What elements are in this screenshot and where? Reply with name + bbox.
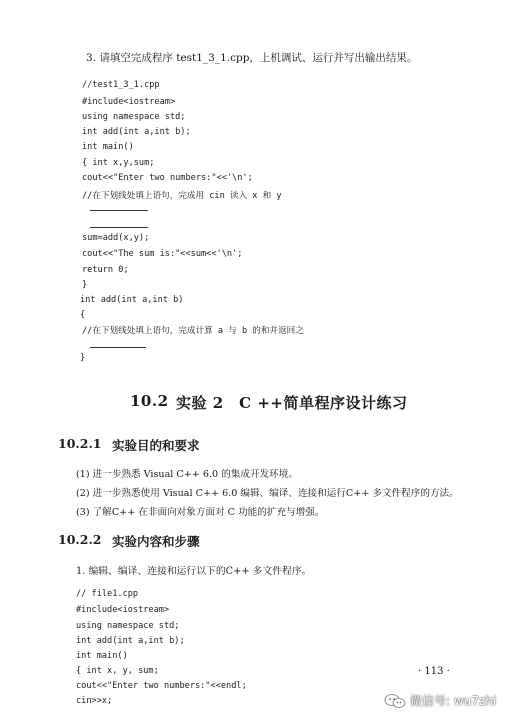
code-line: sum=add(x,y); [82, 233, 150, 243]
code-line: { int x,y,sum; [82, 158, 155, 168]
code-line: int add(int a,int b); [76, 636, 185, 646]
code-line: { int x, y, sum; [76, 666, 159, 676]
code-line: } [82, 280, 88, 290]
code-line: cin>>x; [76, 696, 113, 706]
code-line: using namespace std; [76, 621, 180, 631]
watermark [384, 692, 496, 709]
code-line: { [80, 310, 86, 320]
list-item: (1) 进一步熟悉 Visual C++ 6.0 的集成开发环境。 [76, 469, 298, 480]
section-title: 实验 2 C ++简单程序设计练习 [176, 394, 408, 412]
code-line: using namespace std; [82, 112, 186, 122]
section-number: 10.2 [130, 392, 169, 410]
code-line: cout<<"Enter two numbers:"<<endl; [76, 681, 247, 691]
code-line: int main() [82, 142, 134, 152]
code-line: cout<<"The sum is:"<<sum<<'\n'; [82, 249, 243, 259]
code-comment: //在下划线处填上语句，完成用 cin 读入 x 和 y [82, 191, 282, 201]
list-item: (3) 了解C++ 在非面向对象方面对 C 功能的扩充与增强。 [76, 507, 325, 518]
subsection-number: 10.2.1 [58, 436, 102, 451]
wechat-icon [384, 693, 406, 709]
code-line: #include<iostream> [76, 605, 170, 615]
task-instruction: 1. 编辑、编译、连接和运行以下的C++ 多文件程序。 [76, 566, 312, 577]
code-line: int main() [76, 651, 128, 661]
code-line: cout<<"Enter two numbers:"<<'\n'; [82, 173, 253, 183]
subsection-number: 10.2.2 [58, 532, 102, 547]
fill-in-blank [90, 210, 148, 211]
page-number: · 113 · [418, 666, 450, 677]
code-line: int add(int a,int b) [80, 295, 184, 305]
code-line: return 0; [82, 265, 129, 275]
subsection-title: 实验目的和要求 [112, 438, 200, 453]
code-line: int add(int a,int b); [82, 127, 191, 137]
code-line: } [80, 353, 86, 363]
fill-in-blank [90, 347, 146, 348]
task3-instruction: 3. 请填空完成程序 test1_3_1.cpp，上机调试、运行并写出输出结果。 [86, 52, 418, 64]
code-comment: //在下划线处填上语句，完成计算 a 与 b 的和并返回之 [82, 326, 304, 336]
watermark-text: 微信号: wu7zhi [410, 694, 497, 708]
subsection-title: 实验内容和步骤 [112, 534, 200, 549]
list-item: (2) 进一步熟悉使用 Visual C++ 6.0 编辑、编译、连接和运行C++ 多文件程序的方法。 [76, 488, 459, 499]
code-line: #include<iostream> [82, 97, 176, 107]
fill-in-blank [90, 227, 148, 228]
code-line: //test1_3_1.cpp [82, 80, 160, 90]
code-line: // file1.cpp [76, 589, 139, 599]
